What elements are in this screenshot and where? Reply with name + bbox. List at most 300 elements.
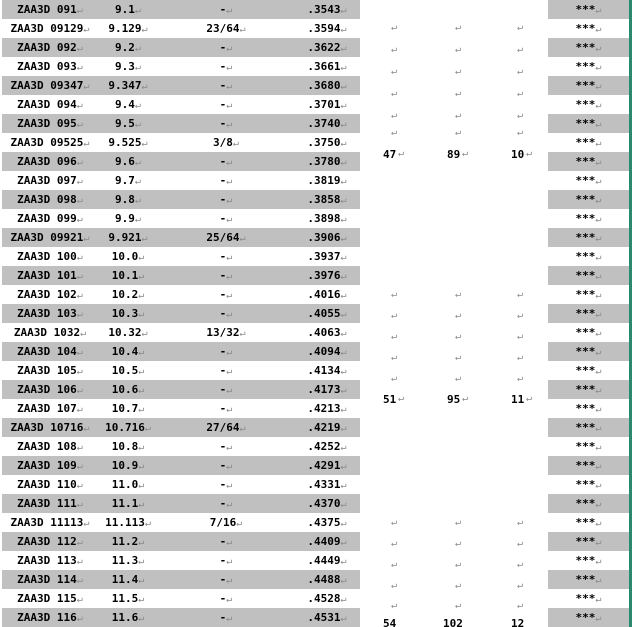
diameter-mm [98,152,158,172]
diameter-mm [98,589,158,609]
diameter-inch [294,209,360,229]
return-mark: ↵ [455,580,462,591]
return-mark: ↵ [391,373,398,384]
fraction-inch [158,152,294,172]
group-value: 12 [511,617,525,627]
diameter-mm [98,285,158,305]
table-row [2,361,360,380]
diameter-mm [98,228,158,248]
diameter-inch-text: .4375 [307,516,341,529]
diameter-inch [294,95,360,115]
return-mark: ↵ [76,119,83,130]
fraction-inch-text: - [219,611,227,624]
rating-text: *** [575,231,596,244]
return-mark: ↵ [595,499,602,510]
fraction-inch [158,551,294,571]
diameter-mm-text: 9.347 [108,79,142,92]
return-mark: ↵ [141,233,148,244]
return-mark: ↵ [138,556,145,567]
return-mark: ↵ [80,328,87,339]
diameter-mm-text: 10.716 [105,421,145,434]
diameter-mm [98,437,158,457]
drill-code-text: ZAA3D 102 [17,288,77,301]
fraction-inch-text: 7/16 [209,516,237,529]
return-mark: ↵ [595,575,602,586]
drill-code-text: ZAA3D 1032 [13,326,81,339]
return-mark: ↵ [76,252,83,263]
drill-code-text: ZAA3D 109 [17,459,77,472]
diameter-mm [98,190,158,210]
return-mark: ↵ [391,88,398,99]
diameter-mm [98,247,158,267]
return-mark: ↵ [595,5,602,16]
rating-text: *** [575,155,596,168]
diameter-inch-text: .4409 [307,535,341,548]
return-mark: ↵ [134,119,141,130]
drill-code-text: ZAA3D 110 [17,478,77,491]
diameter-mm [98,551,158,571]
return-mark: ↵ [226,81,233,92]
rating-cell [548,304,629,323]
diameter-mm-text: 9.3 [115,60,135,73]
diameter-inch [294,399,360,419]
drill-code-text: ZAA3D 09525 [10,136,84,149]
group-value: 89 [447,148,461,161]
drill-code [2,342,98,362]
return-mark: ↵ [83,423,90,434]
return-mark: ↵ [226,119,233,130]
return-mark: ↵ [517,580,524,591]
return-mark: ↵ [455,352,462,363]
return-mark: ↵ [340,271,347,282]
diameter-mm [98,399,158,419]
drill-code-text: ZAA3D 094 [17,98,77,111]
fraction-inch-text: - [219,364,227,377]
diameter-mm [98,209,158,229]
fraction-inch-text: - [219,478,227,491]
return-mark: ↵ [455,373,462,384]
fraction-inch-text: - [219,79,227,92]
diameter-inch [294,228,360,248]
fraction-inch [158,19,294,39]
return-mark: ↵ [340,119,347,130]
rating-cell [548,228,629,247]
diameter-mm-text: 9.129 [108,22,142,35]
fraction-inch-text: - [219,98,227,111]
return-mark: ↵ [138,575,145,586]
return-mark: ↵ [138,404,145,415]
return-mark: ↵ [226,271,233,282]
diameter-mm-text: 9.9 [115,212,135,225]
drill-code [2,570,98,590]
return-mark: ↵ [455,44,462,55]
diameter-mm-text: 11.113 [105,516,145,529]
return-mark: ↵ [595,138,602,149]
return-mark: ↵ [340,442,347,453]
drill-code [2,266,98,286]
drill-code [2,114,98,134]
table-row [2,76,360,95]
drill-code-text: ZAA3D 096 [17,155,77,168]
diameter-mm [98,76,158,96]
return-mark: ↵ [138,271,145,282]
return-mark: ↵ [455,310,462,321]
return-mark: ↵ [76,271,83,282]
table-row [2,456,360,475]
return-mark: ↵ [226,613,233,624]
diameter-inch-text: .3543 [307,3,341,16]
drill-code [2,304,98,324]
drill-code [2,608,98,627]
return-mark: ↵ [226,157,233,168]
return-mark: ↵ [138,594,145,605]
diameter-inch-text: .4213 [307,402,341,415]
rating-text: *** [575,250,596,263]
diameter-inch [294,266,360,286]
rating-column [548,0,629,627]
group-value: 11 [511,393,525,406]
return-mark: ↵ [236,518,243,529]
return-mark: ↵ [595,556,602,567]
rating-text: *** [575,269,596,282]
diameter-mm-text: 9.5 [115,117,135,130]
fraction-inch [158,304,294,324]
fraction-inch [158,418,294,438]
diameter-mm-text: 11.5 [111,592,139,605]
diameter-inch-text: .3740 [307,117,341,130]
diameter-mm-text: 9.921 [108,231,142,244]
return-mark: ↵ [76,214,83,225]
rating-text: *** [575,440,596,453]
fraction-inch [158,608,294,627]
return-mark: ↵ [76,43,83,54]
fraction-inch-text: - [219,117,227,130]
diameter-inch-text: .4331 [307,478,341,491]
table-row [2,38,360,57]
table-row [2,608,360,627]
rating-cell [548,456,629,475]
table-row [2,342,360,361]
rating-text: *** [575,98,596,111]
return-mark: ↵ [226,214,233,225]
drill-code-text: ZAA3D 11113 [10,516,84,529]
table-row [2,266,360,285]
return-mark: ↵ [144,423,151,434]
rating-cell [548,589,629,608]
rating-cell [548,399,629,418]
fraction-inch-text: - [219,60,227,73]
diameter-mm [98,475,158,495]
diameter-mm-text: 10.1 [111,269,139,282]
table-row [2,114,360,133]
return-mark: ↵ [226,309,233,320]
return-mark: ↵ [595,366,602,377]
return-mark: ↵ [134,62,141,73]
diameter-inch [294,513,360,533]
rating-cell [548,342,629,361]
return-mark: ↵ [226,176,233,187]
group-values-column [360,0,548,627]
fraction-inch-text: - [219,41,227,54]
return-mark: ↵ [391,110,398,121]
diameter-inch-text: .4219 [307,421,341,434]
return-mark: ↵ [226,461,233,472]
return-mark: ↵ [134,195,141,206]
return-mark: ↵ [595,518,602,529]
return-mark: ↵ [134,100,141,111]
return-mark: ↵ [76,404,83,415]
return-mark: ↵ [226,385,233,396]
diameter-inch [294,494,360,514]
rating-text: *** [575,535,596,548]
rating-cell [548,209,629,228]
fraction-inch-text: - [219,269,227,282]
drill-code-text: ZAA3D 111 [17,497,77,510]
diameter-mm [98,19,158,39]
drill-code [2,38,98,58]
diameter-mm-text: 10.3 [111,307,139,320]
return-mark: ↵ [76,176,83,187]
table-row [2,380,360,399]
table-row [2,475,360,494]
diameter-inch [294,38,360,58]
return-mark: ↵ [340,613,347,624]
return-mark: ↵ [226,62,233,73]
return-mark: ↵ [391,66,398,77]
return-mark: ↵ [226,537,233,548]
diameter-mm [98,532,158,552]
diameter-mm [98,456,158,476]
return-mark: ↵ [462,148,469,159]
diameter-inch-text: .3819 [307,174,341,187]
return-mark: ↵ [595,480,602,491]
return-mark: ↵ [226,480,233,491]
table-row [2,532,360,551]
rating-cell [548,608,629,627]
group-value: 95 [447,393,461,406]
diameter-mm-text: 9.7 [115,174,135,187]
return-mark: ↵ [595,537,602,548]
rating-text: *** [575,79,596,92]
fraction-inch [158,76,294,96]
table-row [2,551,360,570]
return-mark: ↵ [391,289,398,300]
return-mark: ↵ [595,347,602,358]
diameter-inch-text: .4134 [307,364,341,377]
return-mark: ↵ [134,176,141,187]
return-mark: ↵ [517,289,524,300]
return-mark: ↵ [391,600,398,611]
fraction-inch-text: - [219,155,227,168]
fraction-inch-text: - [219,554,227,567]
diameter-mm [98,494,158,514]
diameter-mm-text: 10.7 [111,402,139,415]
fraction-inch [158,171,294,191]
rating-text: *** [575,3,596,16]
fraction-inch [158,494,294,514]
diameter-mm-text: 9.6 [115,155,135,168]
return-mark: ↵ [595,461,602,472]
return-mark: ↵ [138,499,145,510]
diameter-mm [98,0,158,20]
rating-cell [548,475,629,494]
return-mark: ↵ [76,480,83,491]
return-mark: ↵ [340,81,347,92]
return-mark: ↵ [595,100,602,111]
diameter-inch-text: .3750 [307,136,341,149]
rating-text: *** [575,364,596,377]
return-mark: ↵ [455,289,462,300]
return-mark: ↵ [595,81,602,92]
drill-size-table [2,0,360,627]
fraction-inch-text: - [219,288,227,301]
fraction-inch [158,589,294,609]
diameter-inch [294,152,360,172]
fraction-inch-text: - [219,592,227,605]
return-mark: ↵ [76,290,83,301]
return-mark: ↵ [517,88,524,99]
diameter-inch [294,0,360,20]
diameter-inch [294,247,360,267]
return-mark: ↵ [517,44,524,55]
return-mark: ↵ [340,518,347,529]
return-mark: ↵ [517,352,524,363]
return-mark: ↵ [226,43,233,54]
rating-cell [548,266,629,285]
drill-code-text: ZAA3D 104 [17,345,77,358]
rating-text: *** [575,41,596,54]
fraction-inch [158,380,294,400]
drill-code-text: ZAA3D 108 [17,440,77,453]
table-row [2,304,360,323]
return-mark: ↵ [340,385,347,396]
drill-code-text: ZAA3D 101 [17,269,77,282]
table-row [2,589,360,608]
return-mark: ↵ [76,499,83,510]
diameter-mm [98,323,158,343]
return-mark: ↵ [595,442,602,453]
fraction-inch [158,114,294,134]
rating-text: *** [575,573,596,586]
return-mark: ↵ [595,594,602,605]
drill-code-text: ZAA3D 112 [17,535,77,548]
return-mark: ↵ [226,499,233,510]
drill-code-text: ZAA3D 097 [17,174,77,187]
fraction-inch-text: 13/32 [206,326,240,339]
diameter-inch-text: .3594 [307,22,341,35]
rating-cell [548,171,629,190]
drill-code-text: ZAA3D 09347 [10,79,84,92]
table-row [2,0,360,19]
table-row [2,171,360,190]
diameter-mm-text: 10.8 [111,440,139,453]
return-mark: ↵ [340,575,347,586]
return-mark: ↵ [76,461,83,472]
table-row [2,152,360,171]
rating-cell [548,323,629,342]
return-mark: ↵ [391,127,398,138]
diameter-inch [294,76,360,96]
return-mark: ↵ [340,328,347,339]
table-row [2,228,360,247]
return-mark: ↵ [391,538,398,549]
diameter-mm [98,513,158,533]
fraction-inch [158,95,294,115]
diameter-inch [294,570,360,590]
table-row [2,513,360,532]
return-mark: ↵ [455,559,462,570]
fraction-inch [158,475,294,495]
diameter-mm-text: 9.8 [115,193,135,206]
fraction-inch [158,342,294,362]
drill-code [2,285,98,305]
return-mark: ↵ [134,43,141,54]
return-mark: ↵ [595,404,602,415]
return-mark: ↵ [517,127,524,138]
return-mark: ↵ [595,195,602,206]
return-mark: ↵ [517,331,524,342]
return-mark: ↵ [239,328,246,339]
return-mark: ↵ [226,347,233,358]
rating-text: *** [575,421,596,434]
table-row [2,570,360,589]
diameter-mm-text: 9.525 [108,136,142,149]
diameter-mm [98,380,158,400]
return-mark: ↵ [226,442,233,453]
fraction-inch-text: - [219,402,227,415]
diameter-inch [294,171,360,191]
rating-cell [548,247,629,266]
return-mark: ↵ [455,22,462,33]
rating-text: *** [575,611,596,624]
diameter-mm-text: 11.0 [111,478,139,491]
diameter-mm [98,361,158,381]
drill-code [2,190,98,210]
return-mark: ↵ [83,24,90,35]
return-mark: ↵ [340,214,347,225]
drill-code-text: ZAA3D 092 [17,41,77,54]
return-mark: ↵ [517,66,524,77]
diameter-mm-text: 11.4 [111,573,139,586]
return-mark: ↵ [134,5,141,16]
return-mark: ↵ [76,347,83,358]
rating-text: *** [575,307,596,320]
return-mark: ↵ [340,138,347,149]
diameter-inch [294,456,360,476]
diameter-inch [294,589,360,609]
return-mark: ↵ [76,195,83,206]
group-value: 47 [383,148,397,161]
diameter-mm-text: 9.1 [115,3,135,16]
return-mark: ↵ [391,559,398,570]
return-mark: ↵ [517,373,524,384]
diameter-inch-text: .4063 [307,326,341,339]
return-mark: ↵ [141,24,148,35]
rating-text: *** [575,478,596,491]
drill-code [2,494,98,514]
diameter-inch-text: .4055 [307,307,341,320]
drill-code [2,171,98,191]
drill-code [2,57,98,77]
rating-text: *** [575,326,596,339]
return-mark: ↵ [391,517,398,528]
drill-code-text: ZAA3D 106 [17,383,77,396]
return-mark: ↵ [595,24,602,35]
drill-code [2,133,98,153]
return-mark: ↵ [226,366,233,377]
diameter-inch-text: .3906 [307,231,341,244]
fraction-inch [158,361,294,381]
